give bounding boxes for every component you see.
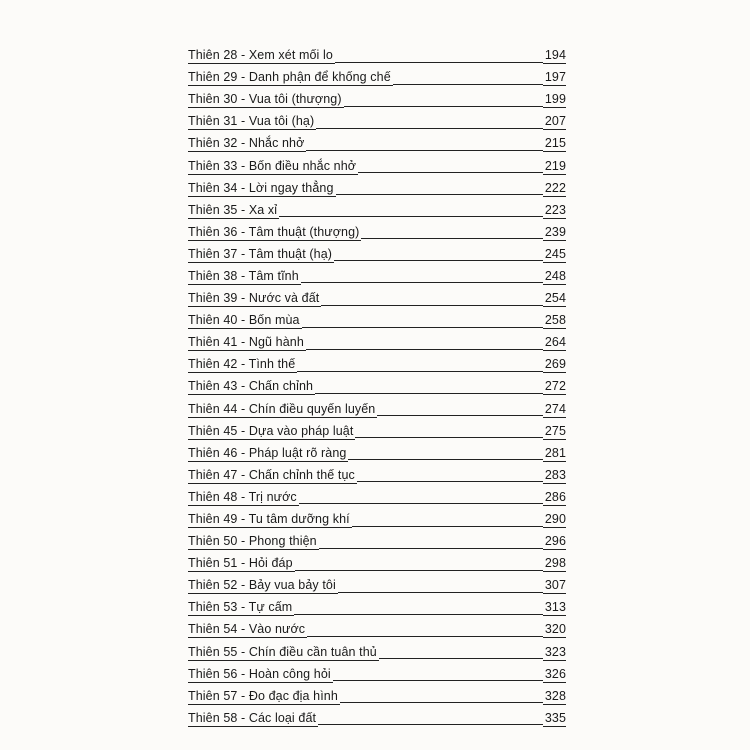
toc-entry-title: Thiên 37 - Tâm thuật (hạ) [188, 246, 333, 261]
toc-entry [188, 110, 566, 132]
toc-entry-page-number: 323 [544, 644, 566, 659]
toc-entry-page-number: 313 [544, 600, 566, 615]
toc-entry-page-number: 245 [544, 246, 566, 261]
toc-entry-title: Thiên 46 - Pháp luật rõ ràng [188, 445, 347, 460]
toc-entry [188, 618, 566, 640]
toc-entry [188, 177, 566, 199]
toc-entry-title: Thiên 45 - Dựa vào pháp luật [188, 423, 354, 438]
toc-entry-page-number: 326 [544, 666, 566, 681]
toc-entry-page-number: 248 [544, 268, 566, 283]
toc-entry-title: Thiên 40 - Bốn mùa [188, 313, 300, 328]
toc-leader-line [379, 658, 543, 659]
toc-entry-title: Thiên 58 - Các loại đất [188, 710, 317, 725]
toc-entry-title: Thiên 32 - Nhắc nhở [188, 136, 305, 151]
toc-leader-line [340, 702, 543, 703]
toc-entry [188, 154, 566, 176]
toc-entry [188, 132, 566, 154]
toc-entry [188, 331, 566, 353]
toc-entry [188, 199, 566, 221]
toc-entry [188, 574, 566, 596]
toc-entry [188, 685, 566, 707]
toc-entry [188, 44, 566, 66]
toc-leader-line [297, 371, 543, 372]
toc-leader-line [306, 150, 542, 151]
toc-entry-page-number: 275 [544, 423, 566, 438]
toc-entry [188, 398, 566, 420]
toc-leader-line [358, 172, 543, 173]
toc-entry [188, 375, 566, 397]
toc-entry-title: Thiên 33 - Bốn điều nhắc nhở [188, 158, 357, 173]
toc-entry [188, 66, 566, 88]
toc-leader-line [295, 570, 543, 571]
toc-entry-page-number: 328 [544, 688, 566, 703]
toc-entry-page-number: 307 [544, 578, 566, 593]
toc-entry-title: Thiên 35 - Xa xỉ [188, 202, 278, 217]
toc-entry [188, 309, 566, 331]
toc-entry-title: Thiên 43 - Chấn chỉnh [188, 379, 314, 394]
toc-entry [188, 287, 566, 309]
toc-entry [188, 243, 566, 265]
toc-entry-title: Thiên 53 - Tự cấm [188, 600, 293, 615]
toc-entry-title: Thiên 51 - Hỏi đáp [188, 556, 293, 571]
toc-entry-title: Thiên 52 - Bảy vua bảy tôi [188, 578, 336, 593]
toc-entry-title: Thiên 49 - Tu tâm dưỡng khí [188, 512, 350, 527]
toc-entry-title: Thiên 54 - Vào nước [188, 622, 306, 637]
toc-entry-page-number: 283 [544, 467, 566, 482]
toc-entry-page-number: 286 [544, 489, 566, 504]
toc-entry-title: Thiên 55 - Chín điều cần tuân thủ [188, 644, 377, 659]
toc-entry-page-number: 258 [544, 313, 566, 328]
toc-leader-line [307, 636, 543, 637]
toc-entry [188, 663, 566, 685]
toc-leader-line [316, 128, 543, 129]
toc-entry-page-number: 207 [544, 114, 566, 129]
toc-leader-line [336, 194, 543, 195]
toc-entry [188, 707, 566, 729]
toc-entry-title: Thiên 50 - Phong thiện [188, 534, 317, 549]
toc-entry-title: Thiên 57 - Đo đạc địa hình [188, 688, 338, 703]
toc-leader-line [302, 327, 543, 328]
toc-leader-line [361, 238, 542, 239]
toc-entry-page-number: 239 [544, 224, 566, 239]
toc-entry-title: Thiên 30 - Vua tôi (thượng) [188, 92, 342, 107]
toc-leader-line [348, 459, 542, 460]
toc-leader-line [338, 592, 543, 593]
toc-leader-line [279, 216, 543, 217]
toc-entry-page-number: 219 [544, 158, 566, 173]
toc-entry-page-number: 222 [544, 180, 566, 195]
toc-leader-line [357, 481, 543, 482]
toc-leader-line [301, 282, 543, 283]
toc-entry [188, 265, 566, 287]
toc-entry-page-number: 290 [544, 512, 566, 527]
toc-entry-page-number: 254 [544, 291, 566, 306]
toc-entry-title: Thiên 29 - Danh phận để khống chế [188, 70, 391, 85]
toc-entry-page-number: 223 [544, 202, 566, 217]
toc-leader-line [334, 260, 543, 261]
toc-entry-page-number: 296 [544, 534, 566, 549]
toc-leader-line [352, 526, 543, 527]
toc-entry-title: Thiên 41 - Ngũ hành [188, 335, 304, 350]
toc-entry [188, 442, 566, 464]
toc-leader-line [333, 680, 543, 681]
toc-leader-line [319, 548, 543, 549]
toc-entry-page-number: 281 [544, 445, 566, 460]
toc-entry-title: Thiên 31 - Vua tôi (hạ) [188, 114, 315, 129]
table-of-contents [188, 44, 566, 729]
toc-leader-line [355, 437, 542, 438]
toc-entry-page-number: 272 [544, 379, 566, 394]
toc-leader-line [344, 106, 543, 107]
toc-leader-line [318, 724, 543, 725]
toc-entry-title: Thiên 44 - Chín điều quyến luyến [188, 401, 376, 416]
toc-entry [188, 596, 566, 618]
toc-entry [188, 552, 566, 574]
toc-entry-page-number: 199 [544, 92, 566, 107]
toc-entry-title: Thiên 28 - Xem xét mối lo [188, 48, 333, 63]
toc-leader-line [299, 503, 543, 504]
toc-entry [188, 530, 566, 552]
toc-entry [188, 88, 566, 110]
toc-entry-page-number: 264 [544, 335, 566, 350]
toc-entry-title: Thiên 38 - Tâm tĩnh [188, 268, 299, 283]
toc-entry [188, 486, 566, 508]
toc-entry-page-number: 320 [544, 622, 566, 637]
toc-leader-line [321, 305, 543, 306]
toc-entry-title: Thiên 34 - Lời ngay thẳng [188, 180, 334, 195]
toc-leader-line [377, 415, 542, 416]
toc-entry-title: Thiên 39 - Nước và đất [188, 291, 320, 306]
toc-entry [188, 641, 566, 663]
toc-entry-page-number: 298 [544, 556, 566, 571]
toc-entry-title: Thiên 56 - Hoàn công hỏi [188, 666, 331, 681]
toc-entry-page-number: 274 [544, 401, 566, 416]
toc-entry-title: Thiên 42 - Tình thế [188, 357, 296, 372]
toc-entry [188, 221, 566, 243]
toc-leader-line [306, 349, 543, 350]
toc-leader-line [315, 393, 543, 394]
toc-entry-page-number: 197 [544, 70, 566, 85]
toc-entry [188, 464, 566, 486]
toc-entry [188, 420, 566, 442]
toc-entry-title: Thiên 47 - Chấn chỉnh thế tục [188, 467, 355, 482]
toc-leader-line [294, 614, 543, 615]
toc-entry-page-number: 215 [544, 136, 566, 151]
toc-entry-page-number: 194 [544, 48, 566, 63]
toc-entry [188, 353, 566, 375]
toc-entry [188, 508, 566, 530]
toc-leader-line [393, 84, 543, 85]
toc-entry-title: Thiên 48 - Trị nước [188, 489, 297, 504]
toc-leader-line [335, 62, 543, 63]
toc-entry-title: Thiên 36 - Tâm thuật (thượng) [188, 224, 360, 239]
toc-entry-page-number: 269 [544, 357, 566, 372]
toc-entry-page-number: 335 [544, 710, 566, 725]
